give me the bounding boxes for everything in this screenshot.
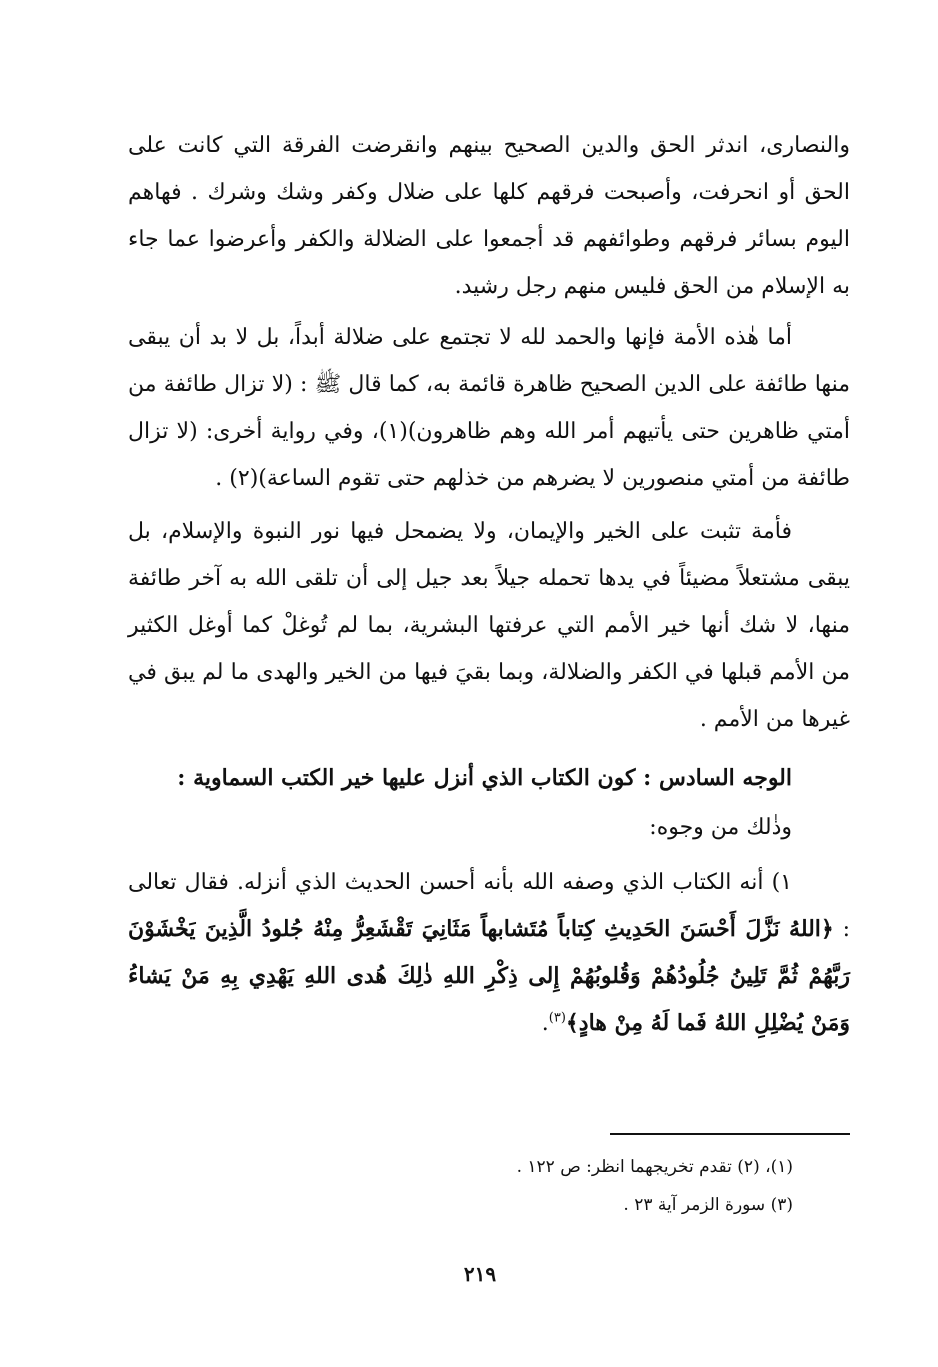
footnote-ref-3: (٣) [548, 1010, 566, 1026]
footnote-3: (٣) سورة الزمر آية ٢٣ . [623, 1195, 793, 1215]
point-1-end: . [541, 1011, 549, 1036]
point-1-intro: ١) أنه الكتاب الذي وصفه الله بأنه أحسن الحديث الذي أنزله. فقال تعالى : [128, 870, 851, 942]
quran-verse: ﴿اللهُ نَزَّلَ أَحْسَنَ الحَدِيثِ كِتاباً مُتَشابهاً مَثَانِيَ تَقْشَعِرُّ مِنْهُ جُلودُ الَّذِينَ يَخْشَوْنَ رَبَّهُمْ ثُمَّ تَلِينُ جُلُودُهُمْ وَقُلوبُهُمْ إِلى ذِكْرِ اللهِ ذٰلِكَ هُدى اللهِ يَهْدِي بِهِ مَنْ يَشاءُ وَمَنْ يُضْلِلِ اللهُ فَما لَهُ مِنْ هادٍ﴾ [128, 916, 850, 1036]
section-subheading: وذٰلك من وجوه: [649, 815, 792, 840]
page-body [128, 122, 850, 1047]
section-heading: الوجه السادس : كون الكتاب الذي أنزل عليها خير الكتب السماوية : [177, 765, 792, 791]
footnotes [233, 1148, 793, 1224]
footnote-1-2: (١)، (٢) تقدم تخريجهما انظر: ص ١٢٢ . [516, 1157, 793, 1177]
page-number: ٢١٩ [463, 1262, 497, 1286]
footnote-divider [610, 1133, 850, 1135]
point-1 [128, 859, 850, 1047]
paragraph-2: أما هٰذه الأمة فإنها والحمد لله لا تجتمع على ضلالة أبداً، بل لا بد أن يبقى منها طائفة على الدين الصحيح ظاهرة قائمة به، كما قال ﷺ : (لا تزال طائفة من أمتي ظاهرين حتى يأتيهم أمر الله وهم ظاهرون)(١)، وفي رواية أخرى: (لا تزال طائفة من أمتي منصورين لا يضرهم من خذلهم حتى تقوم الساعة)(٢) . [128, 325, 850, 491]
paragraph-1: والنصارى، اندثر الحق والدين الصحيح بينهم وانقرضت الفرقة التي كانت على الحق أو انحرفت، وأصبحت فرقهم كلها على ضلال وكفر وشك وشرك . فهاهم اليوم بسائر فرقهم وطوائفهم قد أجمعوا على الضلالة والكفر وأعرضوا عما جاء به الإسلام من الحق فليس منهم رجل رشيد. [128, 133, 850, 299]
paragraph-3: فأمة تثبت على الخير والإيمان، ولا يضمحل فيها نور النبوة والإسلام، بل يبقى مشتعلاً مضيئاً في يدها تحمله جيلاً بعد جيل إلى أن تلقى الله به آخر طائفة منها، لا شك أنها خير الأمم التي عرفتها البشرية، بما لم تُوغلْ كما أوغل الكثير من الأمم قبلها في الكفر والضلالة، وبما بقيَ فيها من الخير والهدى ما لم يبق في غيرها من الأمم . [128, 519, 850, 732]
